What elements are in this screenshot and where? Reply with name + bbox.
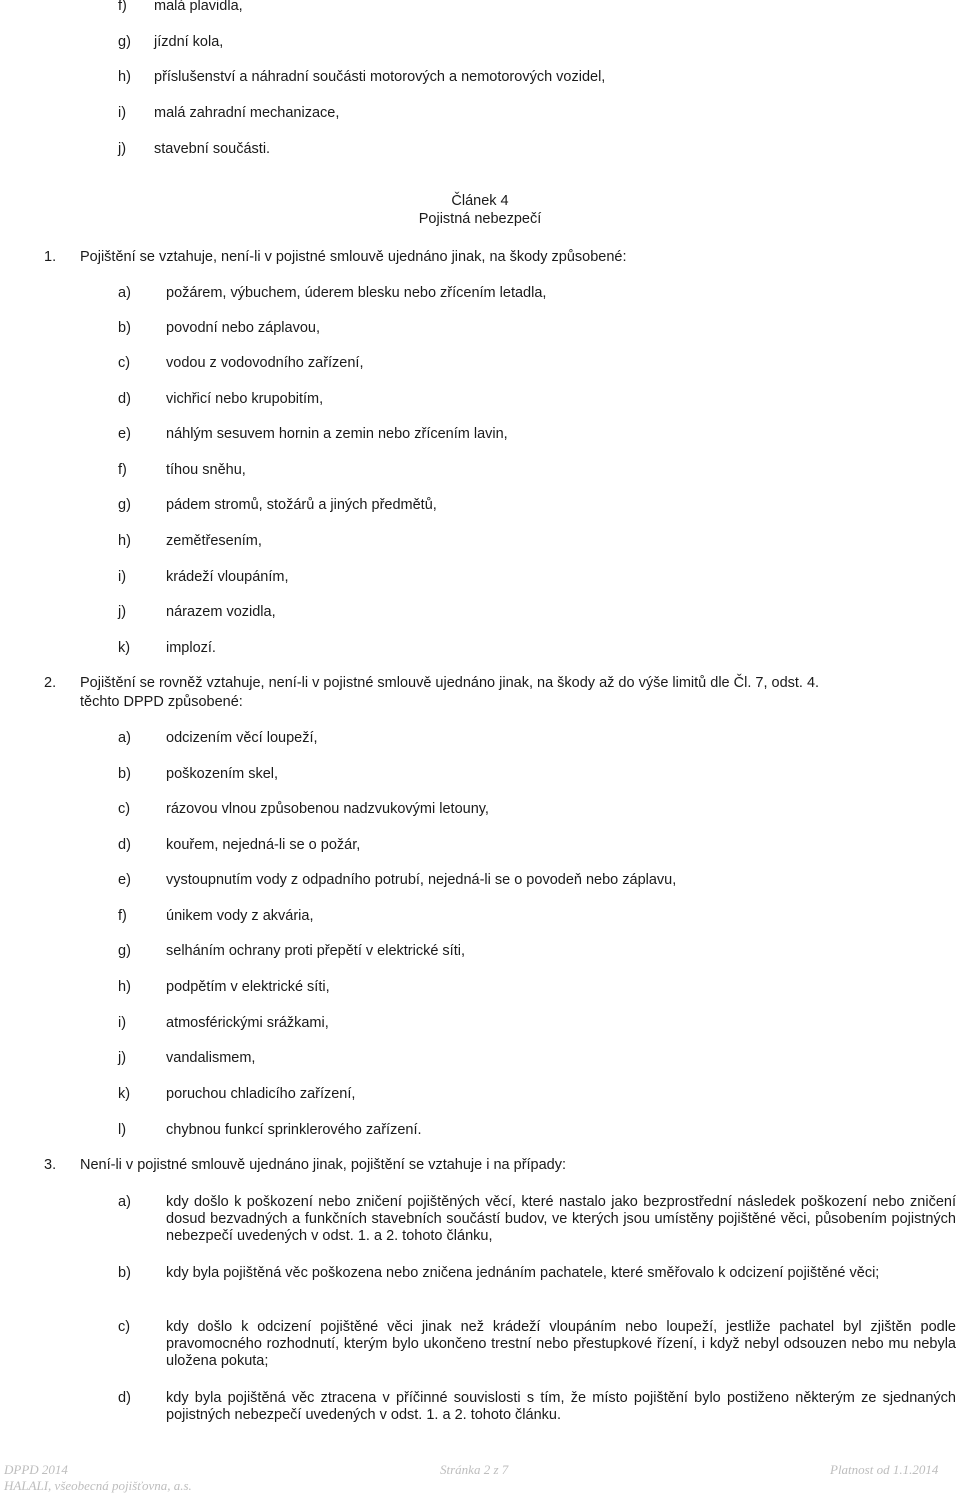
- list-item-label: g): [118, 497, 131, 513]
- list-item-label: e): [118, 872, 131, 888]
- list-item-text: podpětím v elektrické síti,: [166, 979, 330, 995]
- list-item-text: zemětřesením,: [166, 533, 262, 549]
- list-item-text: chybnou funkcí sprinklerového zařízení.: [166, 1122, 422, 1138]
- list-item-text: implozí.: [166, 640, 216, 656]
- article-title: Článek 4: [451, 193, 509, 209]
- list-item-text: kdy byla pojištěná věc ztracena v příčinné souvislosti s tím, že místo pojištění bylo postiženo některým ze sjednaných pojistných nebezpečí uvedených v odst. 1. a 2. tohoto článku.: [166, 1390, 956, 1423]
- list-item-text: kdy došlo k odcizení pojištěné věci jinak než krádeží vloupáním nebo loupeží, jestliže pachatel byl zjištěn podle pravomocného rozhodnutí, kterým bylo ukončeno trestní nebo přestupkové řízení, i když nebyl odsouzen nebo mu nebyla uložena pokuta;: [166, 1319, 956, 1369]
- list-item-text: poškozením skel,: [166, 766, 279, 782]
- list-item-label: b): [118, 320, 131, 336]
- list-item-label: d): [118, 1390, 131, 1406]
- list-item-text: vandalismem,: [166, 1050, 256, 1066]
- footer-validity: Platnost od 1.1.2014: [830, 1462, 939, 1477]
- list-item-label: k): [118, 1086, 131, 1102]
- list-item-label: c): [118, 801, 131, 817]
- section-number: 3.: [44, 1157, 57, 1173]
- section-intro-continued: těchto DPPD způsobené:: [80, 694, 243, 710]
- list-item-text: náhlým sesuvem hornin a zemin nebo zřícením lavin,: [166, 426, 508, 442]
- list-item-text: poruchou chladicího zařízení,: [166, 1086, 356, 1102]
- footer-company: HALALI, všeobecná pojišťovna, a.s.: [4, 1478, 192, 1493]
- list-item-label: j): [118, 1050, 127, 1066]
- list-item-text: malá zahradní mechanizace,: [154, 105, 340, 121]
- list-item-label: b): [118, 766, 131, 782]
- list-item-text: kouřem, nejedná-li se o požár,: [166, 837, 361, 853]
- list-item-label: b): [118, 1265, 131, 1281]
- list-item-label: j): [118, 141, 127, 157]
- list-item-label: h): [118, 979, 131, 995]
- list-item-text: selháním ochrany proti přepětí v elektrické síti,: [166, 943, 465, 959]
- list-item-label: d): [118, 391, 131, 407]
- list-item-label: j): [118, 604, 127, 620]
- list-item-label: f): [118, 462, 127, 478]
- list-item-label: k): [118, 640, 131, 656]
- list-item-text: rázovou vlnou způsobenou nadzvukovými letouny,: [166, 801, 489, 817]
- section-number: 1.: [44, 249, 57, 265]
- list-item-text: krádeží vloupáním,: [166, 569, 289, 585]
- list-item-text: únikem vody z akvária,: [166, 908, 314, 924]
- list-item-label: e): [118, 426, 131, 442]
- list-item-label: a): [118, 285, 131, 301]
- list-item-label: i): [118, 1015, 127, 1031]
- list-item-text: pádem stromů, stožárů a jiných předmětů,: [166, 497, 437, 513]
- list-item-text: odcizením věcí loupeží,: [166, 730, 318, 746]
- article-subtitle: Pojistná nebezpečí: [418, 211, 542, 227]
- list-item-text: kdy byla pojištěná věc poškozena nebo zničena jednáním pachatele, které směřovalo k odcizení pojištěné věci;: [166, 1265, 880, 1281]
- section-number: 2.: [44, 675, 57, 691]
- section-intro: Není-li v pojistné smlouvě ujednáno jinak, pojištění se vztahuje i na případy:: [80, 1157, 567, 1173]
- list-item-label: a): [118, 730, 131, 746]
- list-item-text: vystoupnutím vody z odpadního potrubí, nejedná-li se o povodeň nebo záplavu,: [166, 872, 677, 888]
- list-item-label: h): [118, 69, 131, 85]
- list-item-label: f): [118, 908, 127, 924]
- footer-page-number: Stránka 2 z 7: [440, 1462, 509, 1477]
- list-item-text: povodní nebo záplavou,: [166, 320, 320, 336]
- list-item-label: i): [118, 569, 127, 585]
- list-item-text: požárem, výbuchem, úderem blesku nebo zřícením letadla,: [166, 285, 547, 301]
- list-item-text: tíhou sněhu,: [166, 462, 246, 478]
- footer-document-code: DPPD 2014: [4, 1462, 68, 1477]
- list-item-text: vodou z vodovodního zařízení,: [166, 355, 364, 371]
- list-item-label: h): [118, 533, 131, 549]
- list-item-label: i): [118, 105, 127, 121]
- list-item-label: g): [118, 34, 131, 50]
- list-item-label: f): [118, 0, 127, 14]
- list-item-label: c): [118, 355, 131, 371]
- list-item-text: příslušenství a náhradní součásti motorových a nemotorových vozidel,: [154, 69, 606, 85]
- list-item-label: l): [118, 1122, 127, 1138]
- section-intro: Pojištění se rovněž vztahuje, není-li v pojistné smlouvě ujednáno jinak, na škody až do výše limitů dle Čl. 7, odst. 4.: [80, 675, 820, 691]
- list-item-text: jízdní kola,: [154, 34, 224, 50]
- list-item-text: kdy došlo k poškození nebo zničení pojištěných věcí, které nastalo jako bezprostřední následek poškození nebo zničení dosud bezvadných a funkčních stavebních součástí budov, ve kterých jsou umístěny pojištěné věci, působením pojistných nebezpečí uvedených v odst. 1. a 2. tohoto článku,: [166, 1194, 956, 1244]
- list-item-text: stavební součásti.: [154, 141, 271, 157]
- list-item-label: c): [118, 1319, 131, 1335]
- list-item-text: atmosférickými srážkami,: [166, 1015, 329, 1031]
- list-item-text: vichřicí nebo krupobitím,: [166, 391, 324, 407]
- list-item-label: d): [118, 837, 131, 853]
- list-item-text: malá plavidla,: [154, 0, 243, 14]
- list-item-label: a): [118, 1194, 131, 1210]
- list-item-text: nárazem vozidla,: [166, 604, 276, 620]
- list-item-label: g): [118, 943, 131, 959]
- section-intro: Pojištění se vztahuje, není-li v pojistné smlouvě ujednáno jinak, na škody způsobené:: [80, 249, 627, 265]
